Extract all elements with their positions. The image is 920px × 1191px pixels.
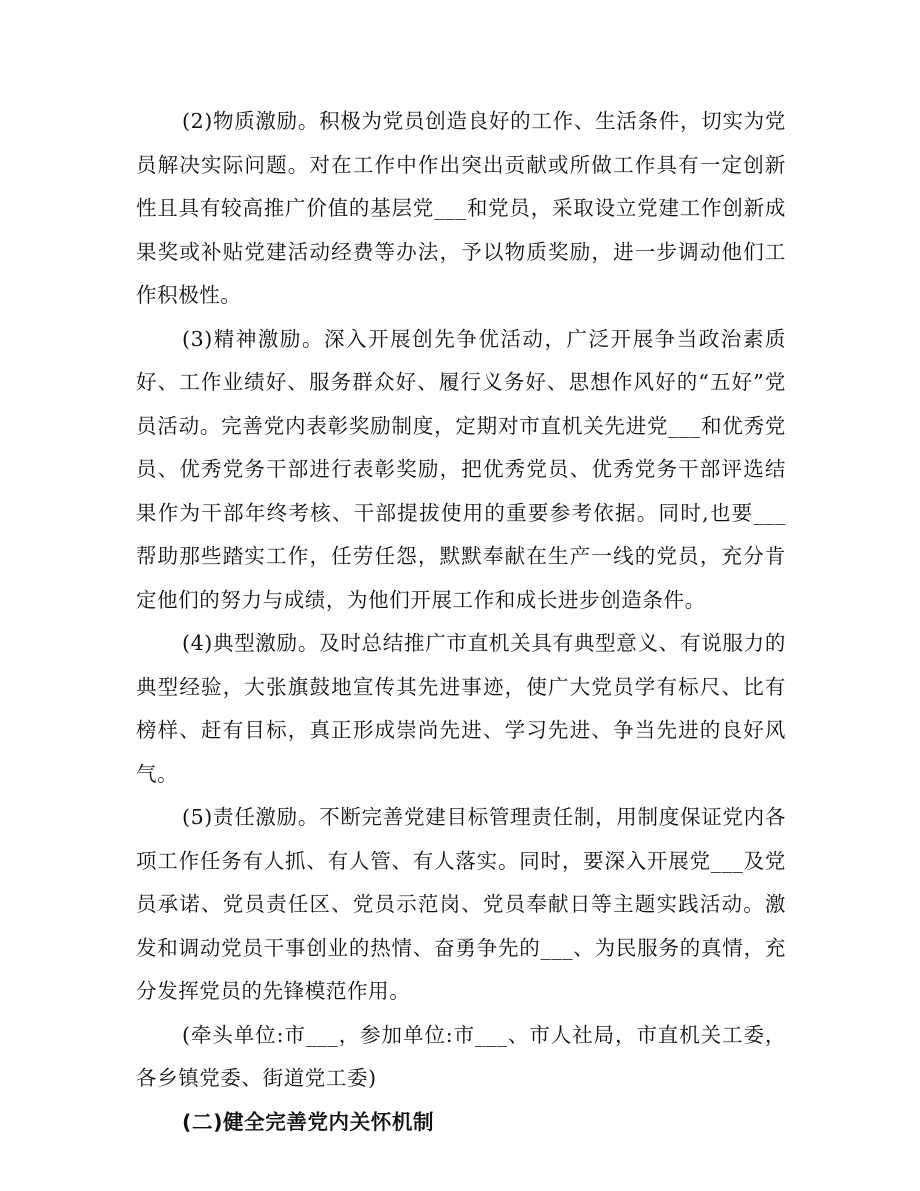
paragraph-spiritual-incentive: (3)精神激励。深入开展创先争优活动，广泛开展争当政治素质好、工作业绩好、服务群众好、履行义务好、思想作风好的“五好”党员活动。完善党内表彰奖励制度，定期对市直机关先进党___和优秀党员、优秀党务干部进行表彰奖励，把优秀党员、优秀党务干部评选结果作为干部年终考核、干部提拔使用的重要参考依据。同时,也要___帮助那些踏实工作，任劳任怨，默默奉献在生产一线的党员，充分肯定他们的努力与成绩，为他们开展工作和成长进步创造条件。: [136, 326, 786, 612]
paragraph-model-incentive: (4)典型激励。及时总结推广市直机关具有典型意义、有说服力的典型经验，大张旗鼓地宣传其先进事迹，使广大党员学有标尺、比有榜样、赶有目标，真正形成崇尚先进、学习先进、争当先进的良好风气。: [136, 631, 786, 786]
paragraph-material-incentive: (2)物质激励。积极为党员创造良好的工作、生活条件，切实为党员解决实际问题。对在工作中作出突出贡献或所做工作具有一定创新性且具有较高推广价值的基层党___和党员，采取设立党建工作创新成果奖或补贴党建活动经费等办法，予以物质奖励，进一步调动他们工作积极性。: [136, 109, 786, 307]
paragraph-responsible-units: (牵头单位:市___，参加单位:市___、市人社局，市直机关工委，各乡镇党委、街道党工委): [136, 1022, 786, 1090]
document-body: [136, 100, 786, 1144]
section-heading: (二)健全完善党内关怀机制: [182, 1109, 435, 1134]
paragraph-responsibility-incentive: (5)责任激励。不断完善党建目标管理责任制，用制度保证党内各项工作任务有人抓、有人管、有人落实。同时，要深入开展党___及党员承诺、党员责任区、党员示范岗、党员奉献日等主题实践活动。激发和调动党员干事创业的热情、奋勇争先的___、为民服务的真情，充分发挥党员的先锋模范作用。: [136, 805, 786, 1003]
